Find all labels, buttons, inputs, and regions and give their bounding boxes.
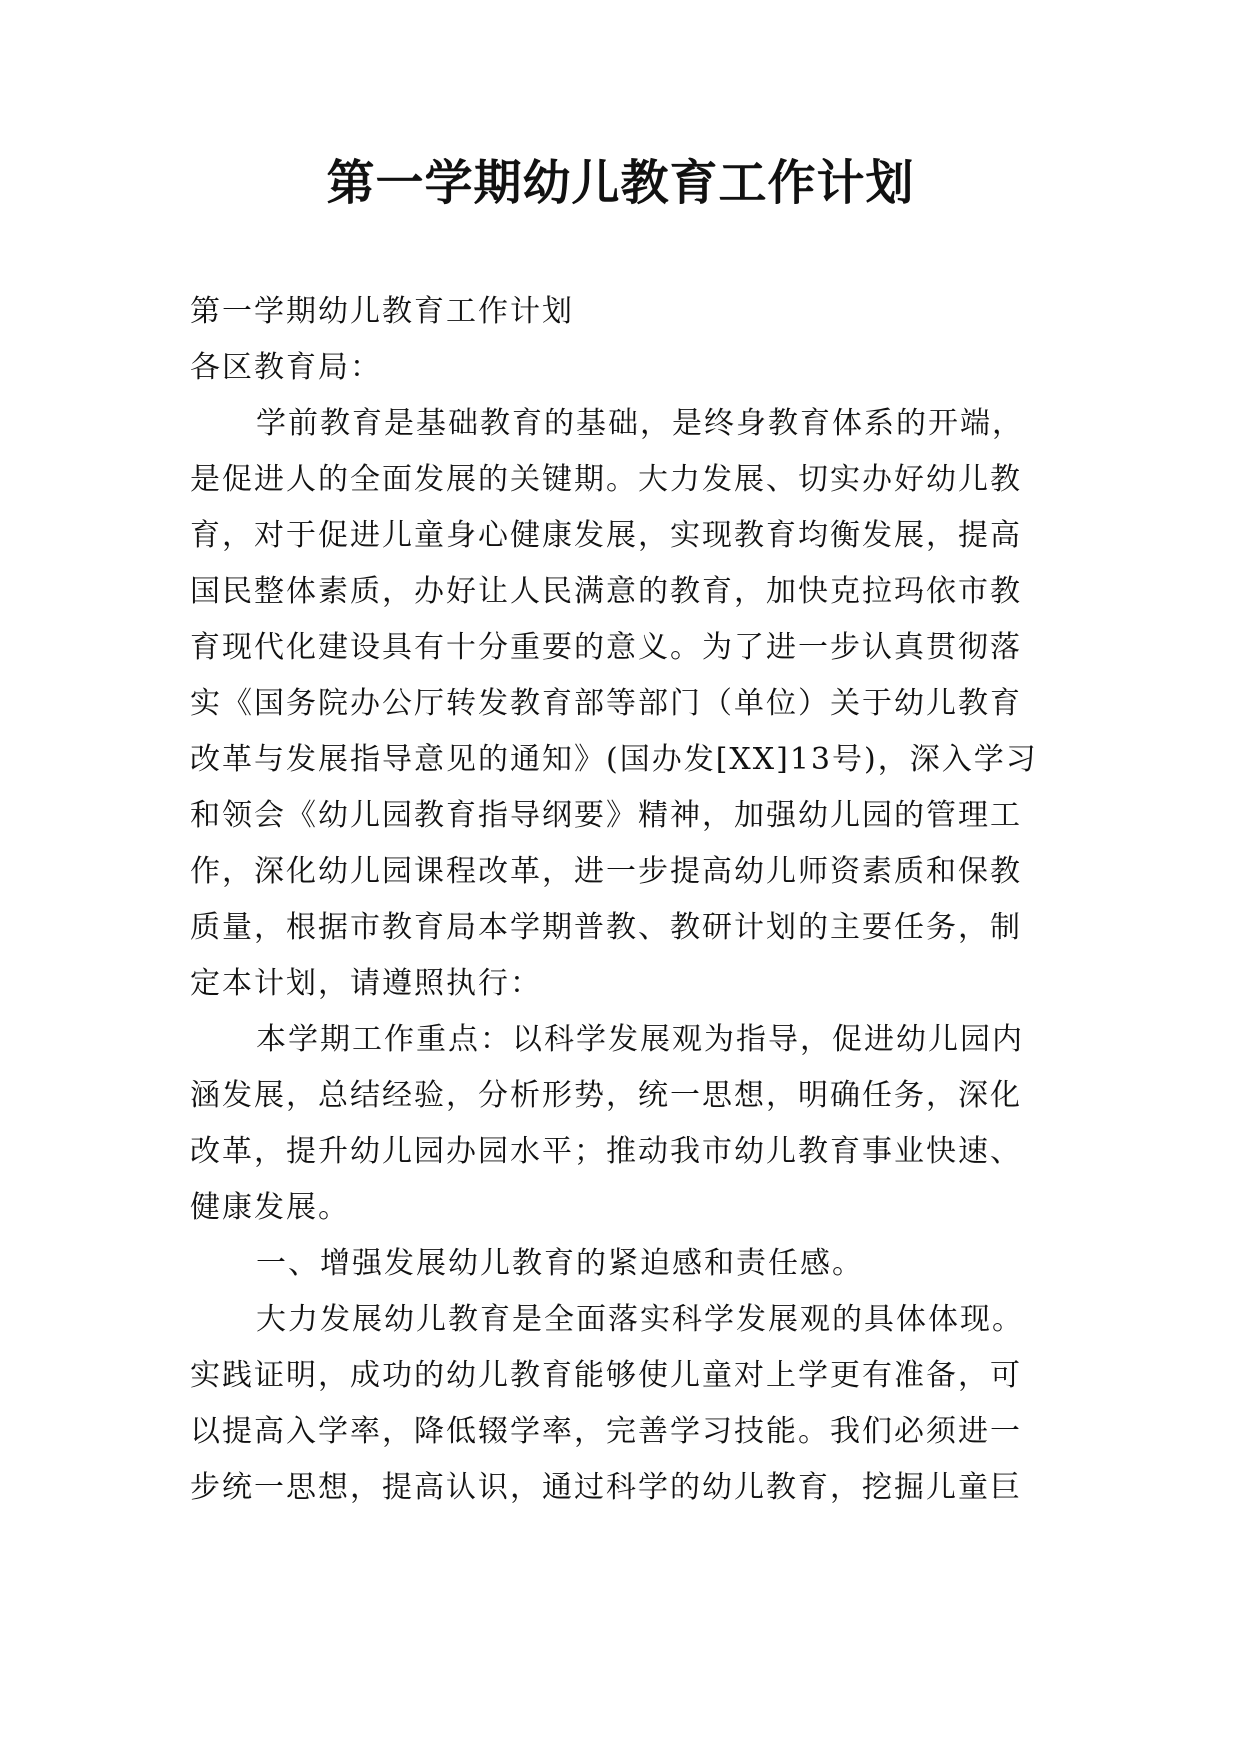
text-line: 第一学期幼儿教育工作计划 xyxy=(190,294,574,329)
text-line: 改革与发展指导意见的通知》(国办发[XX]13号)，深入学习 xyxy=(190,742,1038,777)
text-line: 国民整体素质，办好让人民满意的教育，加快克拉玛依市教 xyxy=(190,574,1022,609)
text-line: 育现代化建设具有十分重要的意义。为了进一步认真贯彻落 xyxy=(190,630,1022,665)
document-body xyxy=(190,284,1070,1516)
text-line: 实践证明，成功的幼儿教育能够使儿童对上学更有准备，可 xyxy=(190,1358,1022,1393)
text-line: 实《国务院办公厅转发教育部等部门（单位）关于幼儿教育 xyxy=(190,686,1022,721)
text-line: 是促进人的全面发展的关键期。大力发展、切实办好幼儿教 xyxy=(190,462,1022,497)
text-line: 涵发展，总结经验，分析形势，统一思想，明确任务，深化 xyxy=(190,1078,1022,1113)
text-line: 本学期工作重点：以科学发展观为指导，促进幼儿园内 xyxy=(256,1022,1024,1057)
text-line: 质量，根据市教育局本学期普教、教研计划的主要任务，制 xyxy=(190,910,1022,945)
text-line: 一、增强发展幼儿教育的紧迫感和责任感。 xyxy=(256,1246,864,1281)
text-line: 健康发展。 xyxy=(190,1190,350,1225)
text-line: 作，深化幼儿园课程改革，进一步提高幼儿师资素质和保教 xyxy=(190,854,1022,889)
text-line: 步统一思想，提高认识，通过科学的幼儿教育，挖掘儿童巨 xyxy=(190,1470,1022,1505)
text-line: 和领会《幼儿园教育指导纲要》精神，加强幼儿园的管理工 xyxy=(190,798,1022,833)
document-title: 第一学期幼儿教育工作计划 xyxy=(326,155,915,211)
text-line: 定本计划，请遵照执行： xyxy=(190,966,542,1001)
text-line: 大力发展幼儿教育是全面落实科学发展观的具体体现。 xyxy=(256,1302,1024,1337)
text-line: 改革，提升幼儿园办园水平；推动我市幼儿教育事业快速、 xyxy=(190,1134,1022,1169)
text-line: 育，对于促进儿童身心健康发展，实现教育均衡发展，提高 xyxy=(190,518,1022,553)
text-line: 各区教育局： xyxy=(190,350,382,385)
text-line: 以提高入学率，降低辍学率，完善学习技能。我们必须进一 xyxy=(190,1414,1022,1449)
text-line: 学前教育是基础教育的基础，是终身教育体系的开端， xyxy=(256,406,1024,441)
